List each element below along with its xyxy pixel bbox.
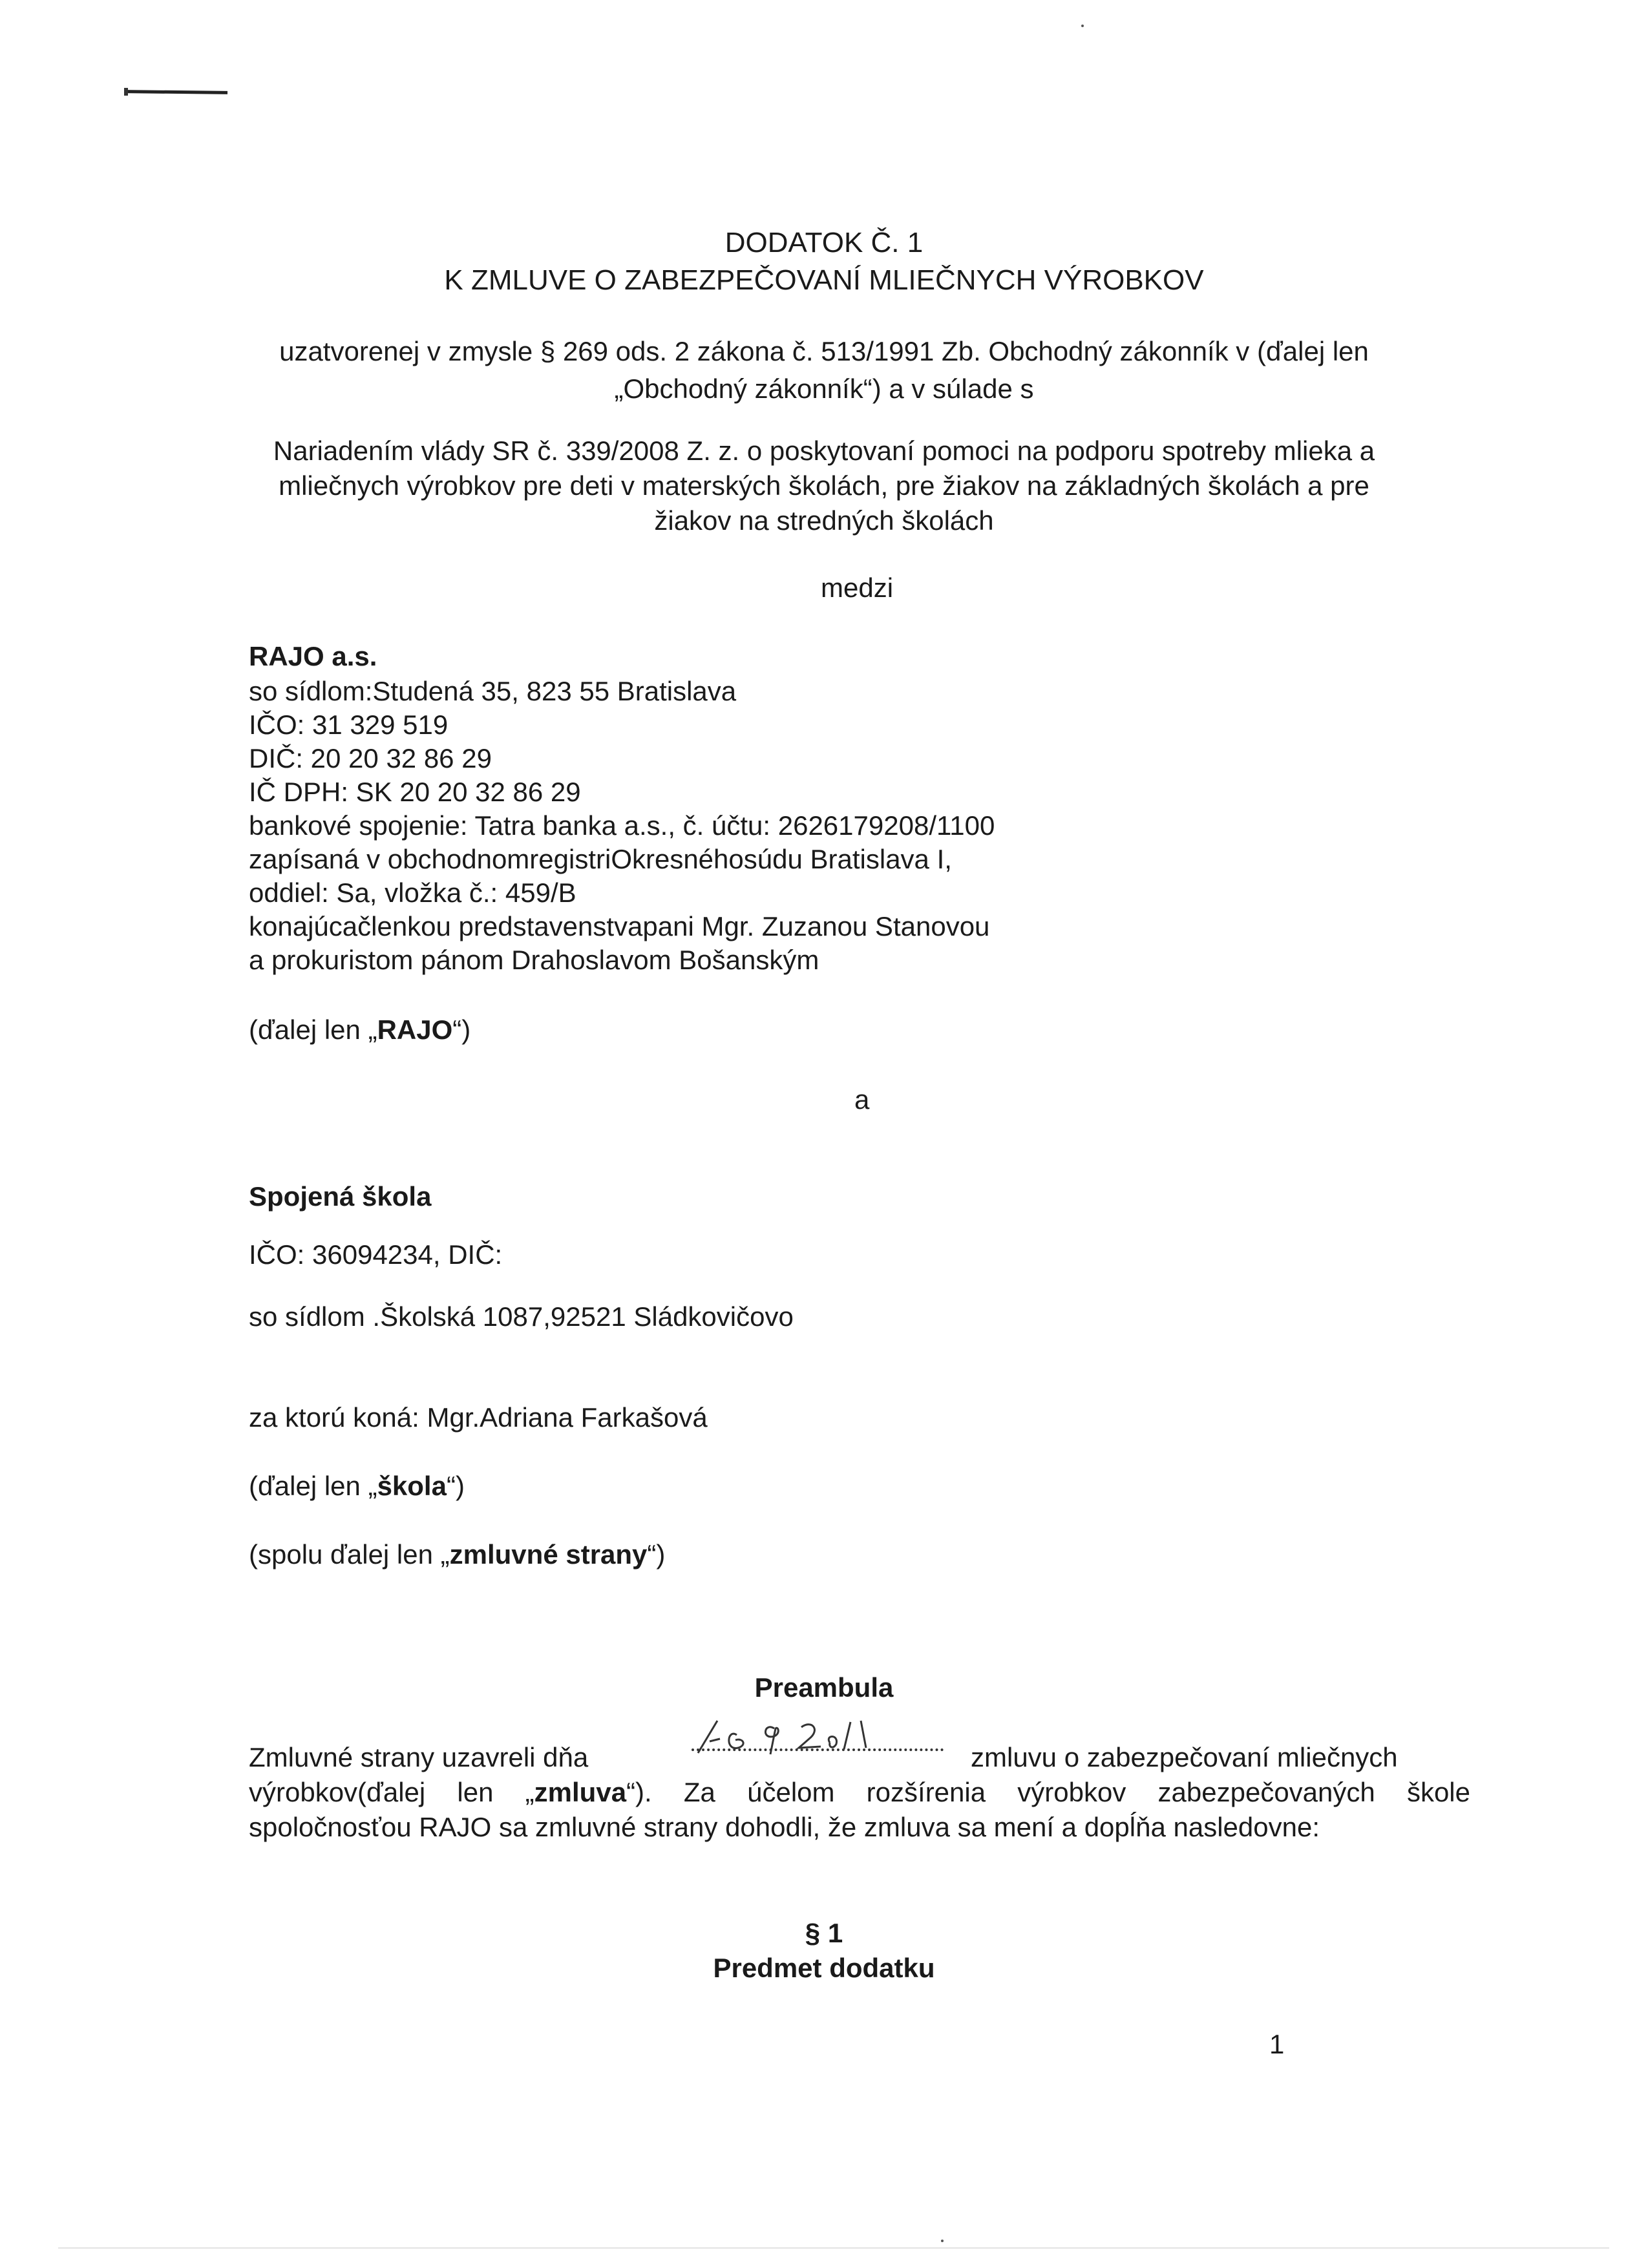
party2-alias: (ďalej len „škola“) — [249, 1471, 465, 1501]
party1-alias: (ďalej len „RAJO“) — [249, 1014, 471, 1045]
party2-representative: za ktorú koná: Mgr.Adriana Farkašová — [249, 1402, 708, 1433]
party1-name: RAJO a.s. — [249, 641, 377, 671]
party1-registry-2: oddiel: Sa, vložka č.: 459/B — [249, 877, 576, 908]
parties-together-alias: (spolu ďalej len „zmluvné strany“) — [249, 1539, 666, 1570]
preamble-line-1-start: Zmluvné strany uzavreli dňa — [249, 1742, 589, 1772]
party1-icdph: IČ DPH: SK 20 20 32 86 29 — [249, 777, 581, 807]
preamble-line-3: spoločnosťou RAJO sa zmluvné strany dohodli, že zmluva sa mení a dopĺňa nasledovne: — [249, 1812, 1320, 1842]
section-1-number: § 1 — [805, 1918, 843, 1948]
scan-edge — [58, 2247, 1609, 2249]
scan-speck — [941, 2240, 944, 2242]
party1-dic: DIČ: 20 20 32 86 29 — [249, 743, 492, 773]
scan-mark-tick — [124, 88, 128, 96]
between-word: medzi — [821, 572, 894, 603]
intro-line-1: uzatvorenej v zmysle § 269 ods. 2 zákona č. 513/1991 Zb. Obchodný zákonník v (ďalej len — [279, 336, 1369, 366]
section-1-title: Predmet dodatku — [713, 1953, 935, 1983]
preamble-line-2: výrobkov(ďalej len „zmluva“). Za účelom rozšírenia výrobkov zabezpečovaných škole — [249, 1777, 1470, 1807]
scan-mark — [124, 90, 227, 94]
document-title: DODATOK Č. 1 — [724, 227, 924, 258]
party1-address: so sídlom:Studená 35, 823 55 Bratislava — [249, 676, 737, 706]
intro-line-5: žiakov na stredných školách — [654, 505, 994, 536]
party1-acting-1: konajúcačlenkou predstavenstvapani Mgr. Zuzanou Stanovou — [249, 911, 990, 941]
party2-ico-dic: IČO: 36094234, DIČ: — [249, 1239, 503, 1270]
party2-address: so sídlom .Školská 1087,92521 Sládkovičovo — [249, 1301, 794, 1332]
intro-line-4: mliečnych výrobkov pre deti v materských školách, pre žiakov na základných školách a pre — [279, 470, 1369, 501]
page-number: 1 — [1269, 2029, 1285, 2059]
intro-line-3: Nariadením vlády SR č. 339/2008 Z. z. o poskytovaní pomoci na podporu spotreby mlieka a — [273, 436, 1375, 466]
document-subtitle: K ZMLUVE O ZABEZPEČOVANÍ MLIEČNYCH VÝROBKOV — [444, 264, 1204, 296]
preamble-line-1-end: zmluvu o zabezpečovaní mliečnych — [971, 1742, 1398, 1772]
party1-bank: bankové spojenie: Tatra banka a.s., č. účtu: 2626179208/1100 — [249, 810, 995, 841]
scan-speck — [1081, 25, 1084, 27]
conjunction: a — [854, 1084, 870, 1115]
party2-name: Spojená škola — [249, 1181, 432, 1212]
preamble-heading: Preambula — [754, 1672, 894, 1703]
party1-ico: IČO: 31 329 519 — [249, 709, 449, 740]
party1-registry-1: zapísaná v obchodnomregistriOkresnéhosúdu Bratislava I, — [249, 844, 952, 874]
intro-line-2: „Obchodný zákonník“) a v súlade s — [614, 373, 1034, 404]
date-dotted-line — [692, 1745, 944, 1751]
party1-acting-2: a prokuristom pánom Drahoslavom Bošanským — [249, 945, 819, 975]
